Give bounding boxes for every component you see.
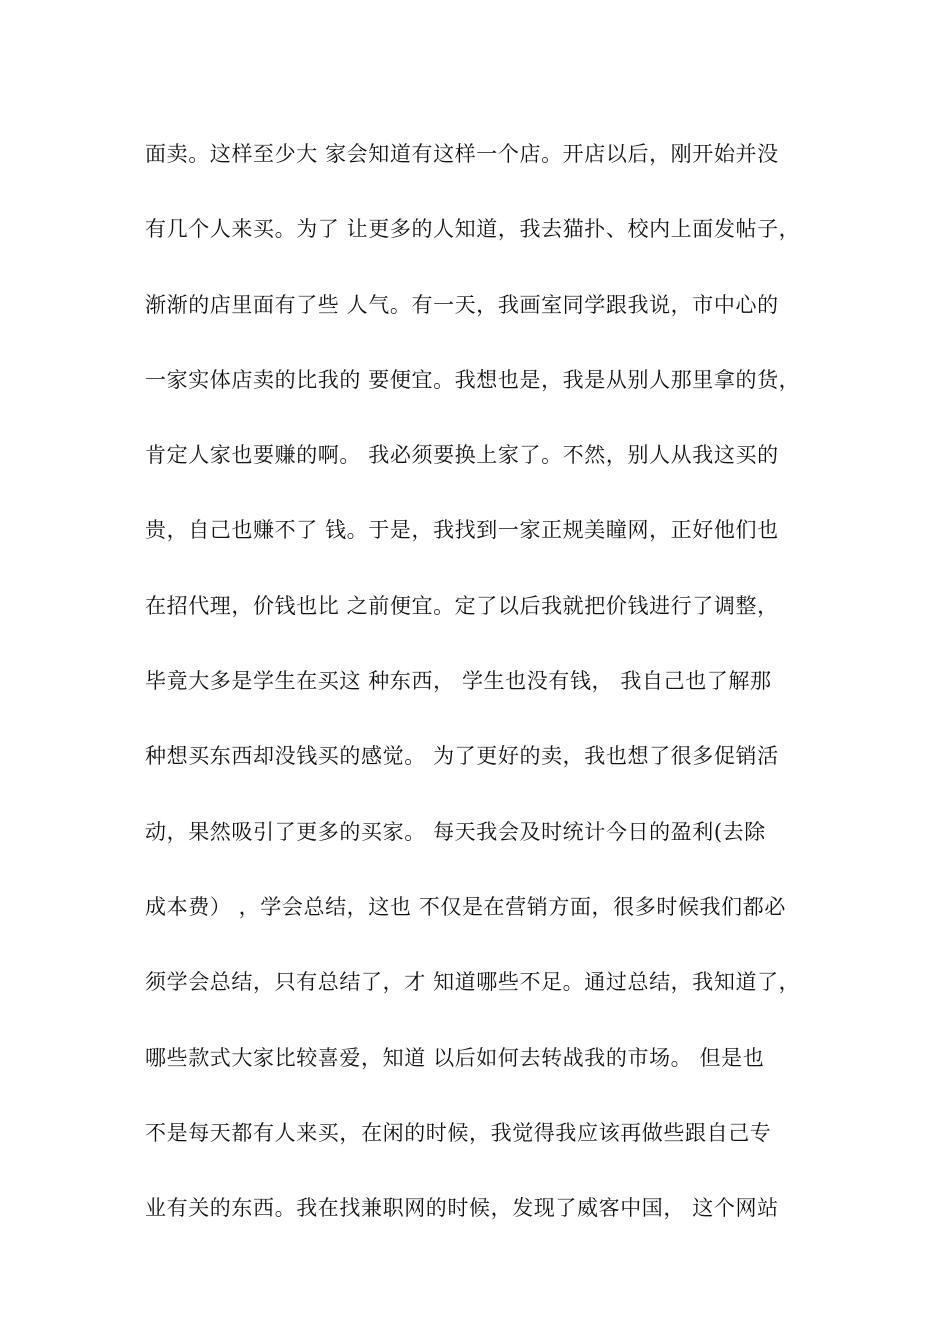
text-line: 在招代理，价钱也比 之前便宜。定了以后我就把价钱进行了调整， <box>145 593 779 618</box>
text-line: 面卖。这样至少大 家会知道有这样一个店。开店以后，刚开始并没 <box>145 142 779 166</box>
text-line: 成本费） ，学会总结，这也 不仅是在营销方面，很多时候我们都必 <box>145 894 786 919</box>
text-line: 贵，自己也赚不了 钱。于是，我找到一家正规美瞳网，正好他们也 <box>145 518 779 543</box>
text-line: 业有关的东西。我在找兼职网的时候，发现了威客中国， 这个网站 <box>145 1196 779 1221</box>
text-line: 肯定人家也要赚的啊。 我必须要换上家了。不然，别人从我这买的 <box>145 443 779 468</box>
text-line: 动，果然吸引了更多的买家。 每天我会及时统计今日的盈利(去除 <box>145 819 766 844</box>
text-line: 渐渐的店里面有了些 人气。有一天，我画室同学跟我说，市中心的 <box>145 292 779 317</box>
body-text <box>145 132 835 1261</box>
text-line: 毕竟大多是学生在买这 种东西， 学生也没有钱， 我自己也了解那 <box>145 669 772 694</box>
text-line: 哪些款式大家比较喜爱，知道 以后如何去转战我的市场。 但是也 <box>145 1045 765 1070</box>
text-line: 种想买东西却没钱买的感觉。 为了更好的卖，我也想了很多促销活 <box>145 744 779 769</box>
text-line: 有几个人来买。为了 让更多的人知道，我去猫扑、校内上面发帖子， <box>145 217 801 242</box>
text-line: 一家实体店卖的比我的 要便宜。我想也是，我是从别人那里拿的货， <box>145 367 801 392</box>
text-line: 不是每天都有人来买，在闲的时候，我觉得我应该再做些跟自己专 <box>145 1120 772 1145</box>
text-line: 须学会总结，只有总结了，才 知道哪些不足。通过总结，我知道了， <box>145 970 801 995</box>
